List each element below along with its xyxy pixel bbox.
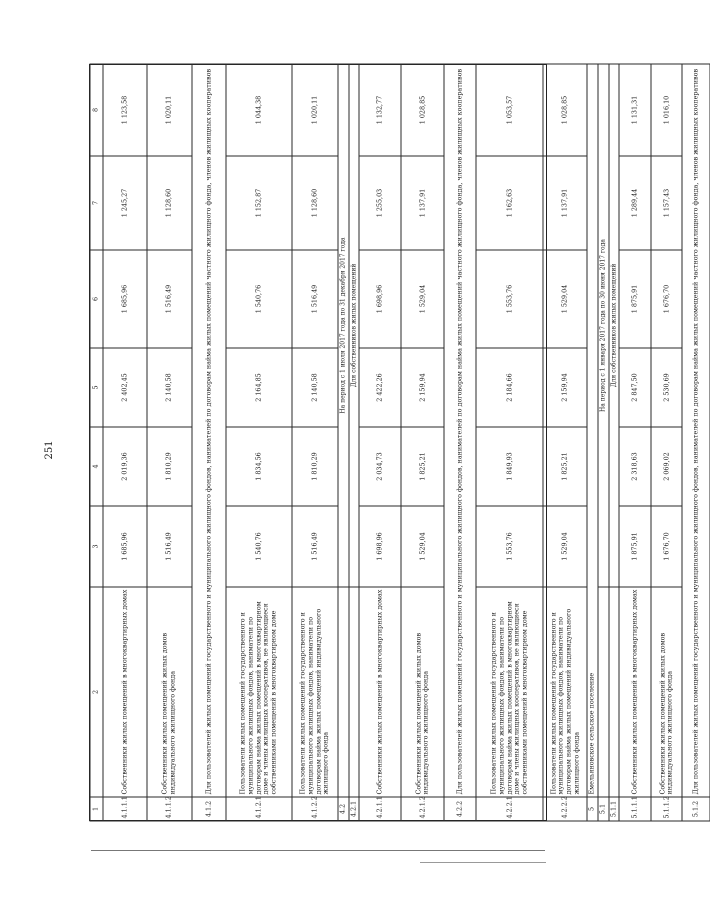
tariff-value-4: 2 034,73 (359, 427, 401, 506)
row-code: 4.2.1 (348, 797, 359, 821)
tariff-value-3: 1 676,70 (651, 506, 682, 587)
row-description: Пользователи жилых помещений государственного и муниципального жилищных фондов, наниматели по договорам найма жилых помещений в многоквартирном доме и члены жилищных кооперативов, не являющиеся собственниками помещений в многоквартирном доме (476, 587, 543, 797)
period-heading: Для собственников жилых помещений (348, 64, 359, 587)
row-description: Собственники жилых помещений жилых домов индивидуального жилищного фонда (147, 587, 192, 797)
tariff-value-4: 1 825,21 (401, 427, 444, 506)
tariff-value-5: 2 140,58 (292, 348, 338, 427)
tariff-value-8: 1 020,11 (147, 64, 192, 156)
tariff-value-5: 2 159,94 (401, 348, 444, 427)
table-row (401, 64, 444, 821)
page-number: 251 (44, 440, 55, 460)
tariff-value-3: 1 516,49 (147, 506, 192, 587)
row-code: 4.2.2.1 (476, 797, 543, 821)
footer-rule-short (420, 862, 546, 864)
tariff-value-3: 1 529,04 (401, 506, 444, 587)
column-number-6: 6 (90, 250, 103, 348)
table-body (90, 64, 710, 821)
tariff-value-7: 1 152,87 (226, 156, 292, 250)
column-number-7: 7 (90, 156, 103, 250)
table-row (682, 64, 710, 821)
table-row (338, 64, 349, 821)
table-row (359, 64, 401, 821)
spacer-cell (608, 587, 619, 797)
tariff-value-6: 1 516,49 (292, 250, 338, 348)
section-heading: Для пользователей жилых помещений государственного и муниципального жилищного фондов, нанимателей по договорам найма жилых помещений частного жилищного фонда, членов жилищных кооперативов (682, 64, 710, 797)
row-description: Пользователи жилых помещений государственного и муниципального жилищных фондов, наниматели по договорам найма жилых помещений индивидуального жилищного фонда (292, 587, 338, 797)
tariff-value-3: 1 875,91 (619, 506, 651, 587)
row-code: 4.2.1.2 (401, 797, 444, 821)
row-description: Пользователи жилых помещений государственного и муниципального жилищных фондов, наниматели по договорам найма жилых помещений индивидуального жилищного фонда (543, 587, 587, 797)
table-row (619, 64, 651, 821)
table-row (147, 64, 192, 821)
tariff-value-4: 1 834,56 (226, 427, 292, 506)
row-description: Собственники жилых помещений жилых домов индивидуального жилищного фонда (651, 587, 682, 797)
table-row (444, 64, 476, 821)
column-number-5: 5 (90, 348, 103, 427)
section-heading: Для пользователей жилых помещений государственного и муниципального жилищного фондов, нанимателей по договорам найма жилых помещений частного жилищного фонда, членов жилищных кооперативов (444, 64, 476, 797)
tariff-value-8: 1 044,38 (226, 64, 292, 156)
spacer-cell (598, 587, 609, 797)
tariff-table (89, 64, 710, 822)
tariff-value-4: 1 810,29 (147, 427, 192, 506)
table-row (608, 64, 619, 821)
tariff-value-7: 1 255,03 (359, 156, 401, 250)
tariff-value-7: 1 128,60 (147, 156, 192, 250)
tariff-value-5: 2 140,58 (147, 348, 192, 427)
tariff-table-rotated (89, 65, 700, 822)
tariff-value-4: 1 810,29 (292, 427, 338, 506)
header-row (90, 64, 103, 821)
row-description: Собственники жилых помещений жилых домов индивидуального жилищного фонда (401, 587, 444, 797)
tariff-value-4: 2 069,02 (651, 427, 682, 506)
tariff-value-8: 1 028,85 (543, 64, 587, 156)
tariff-value-8: 1 028,85 (401, 64, 444, 156)
tariff-value-7: 1 128,60 (292, 156, 338, 250)
tariff-value-3: 1 516,49 (292, 506, 338, 587)
tariff-value-8: 1 016,10 (651, 64, 682, 156)
row-code: 4.2.2.2 (543, 797, 587, 821)
table-row (651, 64, 682, 821)
tariff-value-6: 1 676,70 (651, 250, 682, 348)
row-code: 4.1.2.1 (226, 797, 292, 821)
spacer-cell (348, 587, 359, 797)
row-code: 5.1.2 (682, 797, 710, 821)
tariff-value-4: 1 849,93 (476, 427, 543, 506)
settlement-name: Емельяновское сельское поселение (587, 64, 598, 797)
tariff-value-4: 2 019,36 (103, 427, 147, 506)
tariff-value-7: 1 137,91 (543, 156, 587, 250)
period-heading: На период с 1 июля 2017 года по 31 декабря 2017 года (338, 64, 349, 587)
row-code: 5.1.1 (608, 797, 619, 821)
tariff-value-5: 2 847,50 (619, 348, 651, 427)
row-code: 4.2.2 (444, 797, 476, 821)
tariff-value-7: 1 162,63 (476, 156, 543, 250)
table-row (292, 64, 338, 821)
table-row (103, 64, 147, 821)
tariff-value-7: 1 137,91 (401, 156, 444, 250)
table-row (192, 64, 226, 821)
tariff-value-6: 1 540,76 (226, 250, 292, 348)
tariff-value-3: 1 698,96 (359, 506, 401, 587)
table-row (226, 64, 292, 821)
tariff-value-3: 1 529,04 (543, 506, 587, 587)
tariff-value-5: 2 164,85 (226, 348, 292, 427)
tariff-value-6: 1 875,91 (619, 250, 651, 348)
period-heading: На период с 1 января 2017 года по 30 июня 2017 года (598, 64, 609, 587)
tariff-value-8: 1 123,58 (103, 64, 147, 156)
tariff-value-7: 1 157,43 (651, 156, 682, 250)
tariff-value-6: 1 516,49 (147, 250, 192, 348)
row-code: 4.2.1.1 (359, 797, 401, 821)
tariff-value-4: 1 825,21 (543, 427, 587, 506)
row-code: 4.1.2.2 (292, 797, 338, 821)
column-number-1: 1 (90, 797, 103, 821)
tariff-value-6: 1 698,96 (359, 250, 401, 348)
table-row (598, 64, 609, 821)
table-row (476, 64, 543, 821)
row-code: 4.1.2 (192, 797, 226, 821)
row-description: Собственники жилых помещений в многоквартирных домах (619, 587, 651, 797)
tariff-value-5: 2 402,45 (103, 348, 147, 427)
tariff-value-8: 1 131,31 (619, 64, 651, 156)
row-code: 5.1 (598, 797, 609, 821)
tariff-value-5: 2 184,66 (476, 348, 543, 427)
table-row (587, 64, 598, 821)
tariff-value-8: 1 053,57 (476, 64, 543, 156)
row-code: 4.1.1.1 (103, 797, 147, 821)
tariff-value-5: 2 159,94 (543, 348, 587, 427)
section-heading: Для пользователей жилых помещений государственного и муниципального жилищного фондов, нанимателей по договорам найма жилых помещений частного жилищного фонда, членов жилищных кооперативов (192, 64, 226, 797)
tariff-value-3: 1 685,96 (103, 506, 147, 587)
tariff-value-6: 1 553,76 (476, 250, 543, 348)
tariff-value-8: 1 020,11 (292, 64, 338, 156)
footer-rule (91, 850, 545, 852)
row-description: Собственники жилых помещений в многоквартирных домах (359, 587, 401, 797)
tariff-value-8: 1 132,77 (359, 64, 401, 156)
row-code: 5.1.1.2 (651, 797, 682, 821)
tariff-value-3: 1 553,76 (476, 506, 543, 587)
tariff-value-7: 1 245,27 (103, 156, 147, 250)
tariff-value-4: 2 318,63 (619, 427, 651, 506)
table-row (543, 64, 587, 821)
row-code: 5 (587, 797, 598, 821)
row-code: 5.1.1.1 (619, 797, 651, 821)
row-description: Собственники жилых помещений в многоквартирных домах (103, 587, 147, 797)
row-description: Пользователи жилых помещений государственного и муниципального жилищных фондов, наниматели по договорам найма жилых помещений в многоквартирном доме и члены жилищных кооперативов, не являющиеся собственниками помещений в многоквартирном доме (226, 587, 292, 797)
row-code: 4.2 (338, 797, 349, 821)
tariff-value-6: 1 685,96 (103, 250, 147, 348)
tariff-value-7: 1 289,44 (619, 156, 651, 250)
spacer-cell (338, 587, 349, 797)
column-number-3: 3 (90, 506, 103, 587)
tariff-value-5: 2 530,69 (651, 348, 682, 427)
column-number-8: 8 (90, 64, 103, 156)
tariff-value-6: 1 529,04 (543, 250, 587, 348)
table-row (348, 64, 359, 821)
column-number-2: 2 (90, 587, 103, 797)
tariff-value-5: 2 422,26 (359, 348, 401, 427)
tariff-value-6: 1 529,04 (401, 250, 444, 348)
column-number-4: 4 (90, 427, 103, 506)
period-heading: Для собственников жилых помещений (608, 64, 619, 587)
tariff-value-3: 1 540,76 (226, 506, 292, 587)
row-code: 4.1.1.2 (147, 797, 192, 821)
